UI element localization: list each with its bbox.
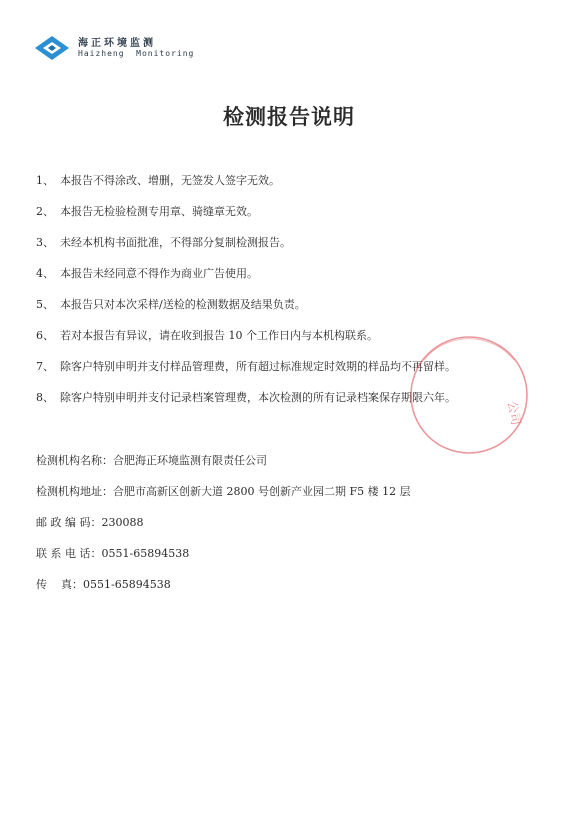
item-text: 本报告只对本次采样/送检的检测数据及结果负责。 [60,298,306,311]
item-number: 5、 [36,298,54,311]
list-item [36,203,546,234]
list-item [36,265,546,296]
item-text: 除客户特别申明并支付样品管理费，所有超过标准规定时效期的样品均不再留样。 [60,360,456,373]
info-label: 检测机构名称： [36,454,113,467]
info-label: 联 系 电 话： [36,547,102,560]
item-number: 1、 [36,174,54,187]
item-text: 本报告不得涂改、增删，无签发人签字无效。 [60,174,280,187]
item-number: 8、 [36,391,54,404]
info-value: 0551-65894538 [83,578,171,591]
company-seal-stamp [404,330,534,460]
info-row-address [36,483,546,514]
info-value: 合肥海正环境监测有限责任公司 [113,454,267,467]
company-logo [34,33,194,65]
list-item [36,234,546,265]
logo-diamond-icon [34,35,70,61]
list-item [36,172,546,203]
info-value: 0551-65894538 [101,547,190,560]
company-name-cn: 海正环境监测 [78,38,156,49]
stamp-text: 公司 [505,400,524,427]
item-number: 4、 [36,267,54,280]
item-text: 除客户特别申明并支付记录档案管理费，本次检测的所有记录档案保存期限六年。 [60,391,456,404]
info-row-phone [36,545,546,576]
info-label: 传 真： [36,578,83,591]
info-value: 合肥市高新区创新大道 2800 号创新产业园二期 F5 楼 12 层 [113,485,411,498]
list-item [36,296,546,327]
info-label: 检测机构地址： [36,485,113,498]
info-row-postcode [36,514,546,545]
info-row-fax [36,576,546,607]
item-text: 本报告未经同意不得作为商业广告使用。 [60,267,258,280]
item-number: 6、 [36,329,54,342]
company-name-en: Haizheng Monitoring [78,49,195,58]
item-text: 本报告无检验检测专用章、骑缝章无效。 [60,205,258,218]
info-label: 邮 政 编 码： [36,516,102,529]
item-number: 7、 [36,360,54,373]
item-text: 若对本报告有异议，请在收到报告 10 个工作日内与本机构联系。 [60,329,378,342]
info-row-name [36,452,546,483]
item-number: 2、 [36,205,54,218]
institution-info [36,452,546,607]
info-value: 230088 [101,516,144,529]
item-number: 3、 [36,236,54,249]
page-title: 检测报告说明 [223,105,355,129]
item-text: 未经本机构书面批准，不得部分复制检测报告。 [60,236,291,249]
